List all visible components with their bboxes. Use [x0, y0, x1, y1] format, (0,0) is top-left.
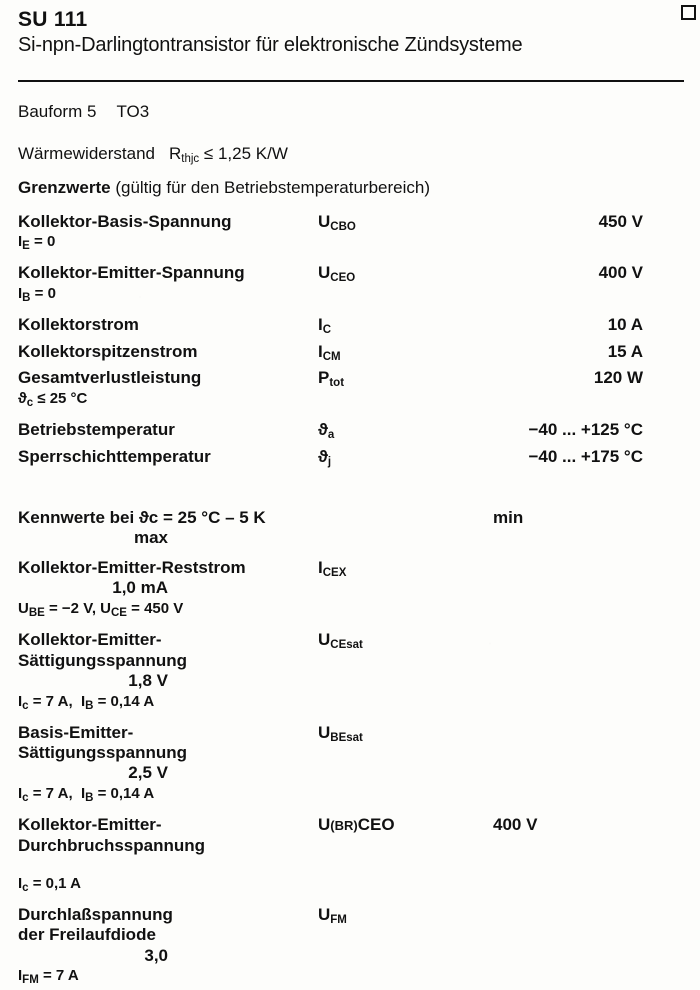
limits-heading-bold: Grenzwerte [18, 177, 111, 197]
table-row [18, 905, 684, 986]
package-value: TO3 [116, 101, 150, 121]
table-row [18, 447, 684, 468]
limit-label: Kollektor-Emitter-Spannung [18, 263, 245, 283]
limits-table [18, 212, 684, 468]
limit-label: Betriebstemperatur [18, 420, 175, 440]
char-symbol: ICEX [318, 557, 347, 579]
limit-symbol: IC [318, 315, 332, 336]
char-label: Kollektor-Emitter- Sättigungsspannung [18, 630, 188, 670]
char-max: 1,8 V [128, 670, 168, 690]
char-symbol: UCEsat [318, 630, 363, 652]
char-symbol: U(BR)CEO [318, 815, 395, 835]
header-divider [18, 80, 684, 82]
limit-symbol: UCBO [318, 211, 356, 233]
limit-value: −40 ... +125 °C [528, 420, 643, 440]
limit-symbol: ICM [318, 341, 341, 363]
char-max: 2,5 V [128, 763, 168, 783]
limit-value: 10 A [607, 315, 643, 334]
limit-value: 15 A [607, 341, 643, 361]
page-subtitle: Si-npn-Darlingtontransistor für elektronische Zündsysteme [18, 34, 523, 57]
table-row [18, 342, 684, 363]
page-title: SU 111 [18, 8, 88, 31]
characteristics-max-header: max [133, 527, 168, 547]
table-row [18, 315, 684, 336]
char-max: 3,0 [144, 945, 168, 965]
char-label: Basis-Emitter- Sättigungsspannung [18, 722, 188, 763]
limits-heading-rest: (gültig für den Betriebstemperaturbereich) [115, 177, 430, 197]
limit-symbol: Ptot [318, 368, 345, 390]
char-symbol: UFM [318, 904, 347, 926]
table-row [18, 723, 684, 804]
package-label: Bauform 5 [18, 101, 97, 121]
char-min: 400 V [493, 815, 538, 835]
limit-condition: $I_B = 0$ [18, 285, 56, 304]
char-label: Kollektor-Emitter-Reststrom [18, 557, 246, 577]
limit-label: Gesamtverlustleistung [18, 368, 202, 388]
table-row [18, 815, 684, 893]
limit-condition: $I_E = 0$ [18, 233, 56, 253]
char-condition: $U_{BE} = -2$ V, $U_{CE} = 450$ V [18, 600, 184, 620]
char-condition: $I_c = 0,1$ A [18, 874, 81, 894]
limit-symbol: ϑj [318, 446, 332, 468]
thermal-resistance-line [18, 144, 684, 164]
characteristics-heading [18, 508, 684, 548]
limits-heading [18, 178, 684, 198]
char-condition: $I_c = 7$ A, $I_B = 0,14$ A [18, 785, 155, 805]
limit-condition: $ϑ_c \le 25$ °C [18, 390, 88, 410]
limit-value: 400 V [598, 263, 643, 283]
table-row [18, 368, 684, 408]
table-row [18, 420, 684, 441]
char-symbol: UBEsat [318, 722, 363, 744]
table-row [18, 212, 684, 252]
characteristics-table [18, 558, 684, 986]
limit-label: Kollektorstrom [18, 315, 139, 334]
char-label: Kollektor-Emitter- Durchbruchsspannung [18, 815, 206, 855]
characteristics-title: Kennwerte bei ϑc = 25 °C – 5 K [18, 507, 266, 527]
thermal-symbol: Rthjc [169, 143, 200, 165]
limit-value: −40 ... +175 °C [528, 446, 643, 466]
limit-symbol: ϑa [318, 420, 335, 442]
limit-value: 450 V [598, 211, 643, 231]
limit-label: Sperrschichttemperatur [18, 446, 211, 466]
table-row [18, 263, 684, 303]
table-row [18, 558, 684, 618]
limit-label: Kollektorspitzenstrom [18, 341, 198, 361]
char-label: Durchlaßspannung der Freilaufdiode [18, 904, 173, 945]
char-max: 1,0 mA [112, 578, 168, 598]
package-line [18, 102, 684, 122]
char-condition: $I_c = 7$ A, $I_B = 0,14$ A [18, 692, 155, 712]
thermal-label: Wärmewiderstand [18, 143, 155, 163]
limit-value: 120 W [593, 368, 643, 388]
limit-symbol: UCEO [318, 263, 356, 285]
limit-label: Kollektor-Basis-Spannung [18, 211, 232, 231]
characteristics-min-header: min [493, 507, 524, 527]
thermal-value: ≤ 1,25 K/W [203, 143, 288, 163]
table-row [18, 630, 684, 711]
char-condition: $I_{FM} = 7$ A [18, 967, 79, 987]
